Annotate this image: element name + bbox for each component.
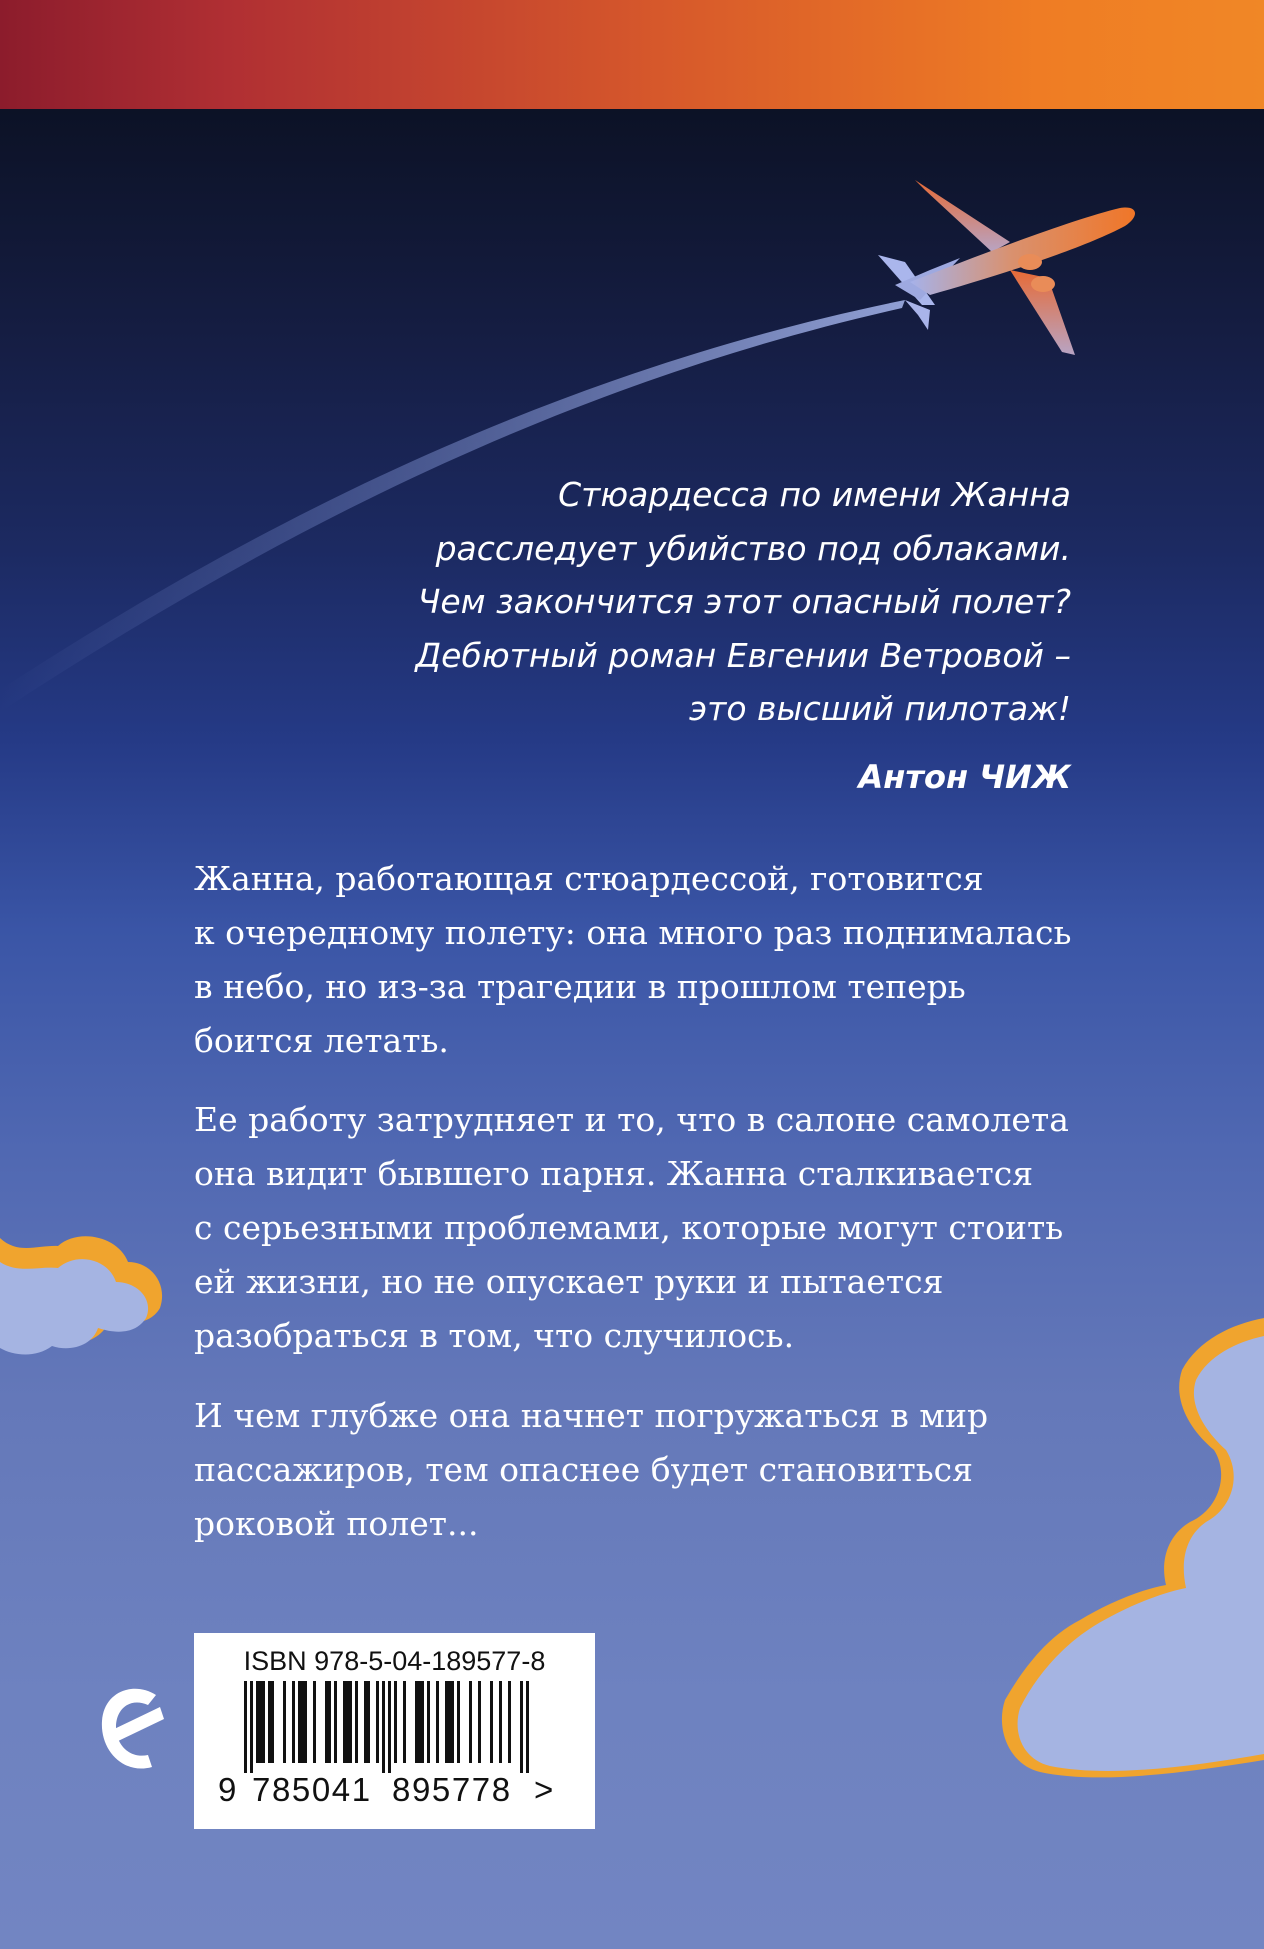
barcode-bar: [244, 1681, 247, 1773]
barcode-bar: [343, 1681, 346, 1763]
barcode-bar: [499, 1681, 502, 1763]
barcode-bars: [244, 1681, 544, 1773]
barcode-bar: [427, 1681, 430, 1763]
barcode-bar: [490, 1681, 493, 1763]
barcode-bar: [292, 1681, 295, 1763]
barcode-bar: [304, 1681, 307, 1763]
barcode-bar: [376, 1681, 379, 1763]
quote-author: Антон ЧИЖ: [858, 758, 1071, 796]
quote-line: это высший пилотаж!: [689, 689, 1071, 728]
barcode-first-digit: 9: [218, 1771, 237, 1808]
barcode-bar: [283, 1681, 286, 1763]
barcode-bar: [262, 1681, 265, 1763]
text-line: к очередному полету: она много раз поднималась: [194, 913, 1072, 952]
barcode-bar: [403, 1681, 406, 1763]
barcode-bar: [478, 1681, 481, 1763]
barcode-bar: [301, 1681, 304, 1763]
barcode-bar: [451, 1681, 454, 1763]
airplane-icon: [878, 180, 1135, 355]
barcode-bar: [520, 1681, 523, 1773]
barcode-bar: [271, 1681, 274, 1763]
barcode-bar: [367, 1681, 370, 1763]
text-line: ей жизни, но не опускает руки и пытается: [194, 1262, 944, 1301]
text-line: в небо, но из-за трагедии в прошлом теперь: [194, 967, 966, 1006]
isbn-number: ISBN 978-5-04-189577-8: [243, 1646, 546, 1676]
barcode-bar: [445, 1681, 448, 1763]
quote-line: расследует убийство под облаками.: [435, 528, 1071, 568]
barcode-bar: [328, 1681, 331, 1763]
quote-line: Стюардесса по имени Жанна: [558, 475, 1071, 514]
barcode-bar: [334, 1681, 337, 1763]
barcode-bar: [250, 1681, 253, 1773]
barcode-bar: [469, 1681, 472, 1763]
barcode-bar: [313, 1681, 316, 1763]
barcode-bar: [421, 1681, 424, 1763]
barcode-bar: [418, 1681, 421, 1763]
barcode-bar: [364, 1681, 367, 1763]
barcode-bar: [298, 1681, 301, 1763]
description-paragraph-3: [194, 1389, 1094, 1551]
barcode-bar: [349, 1681, 352, 1763]
barcode-bar: [457, 1681, 460, 1763]
text-line: боится летать.: [194, 1021, 449, 1060]
barcode-arrow: >: [534, 1771, 554, 1808]
text-line: И чем глубже она начнет погружаться в мир: [194, 1396, 989, 1435]
barcode: [194, 1633, 595, 1829]
barcode-bar: [325, 1681, 328, 1763]
text-line: разобраться в том, что случилось.: [194, 1316, 795, 1355]
quote-line: Чем закончится этот опасный полет?: [417, 582, 1071, 621]
text-line: с серьезными проблемами, которые могут стоить: [194, 1208, 1064, 1247]
barcode-bar: [259, 1681, 262, 1763]
barcode-bar: [268, 1681, 271, 1763]
barcode-bar: [256, 1681, 259, 1763]
barcode-bar: [526, 1681, 529, 1773]
barcode-group-right: 895778: [392, 1771, 512, 1808]
barcode-bar: [382, 1681, 385, 1773]
barcode-bar: [415, 1681, 418, 1763]
text-line: роковой полет...: [194, 1504, 479, 1543]
cloud-left: [0, 1236, 162, 1354]
barcode-bar: [436, 1681, 439, 1763]
publisher-logo-icon: [94, 1675, 168, 1785]
review-quote: [311, 468, 1071, 736]
barcode-bar: [346, 1681, 349, 1763]
barcode-bar: [508, 1681, 511, 1763]
text-line: пассажиров, тем опаснее будет становиться: [194, 1450, 973, 1489]
barcode-bar: [388, 1681, 391, 1773]
barcode-bar: [448, 1681, 451, 1763]
text-line: она видит бывшего парня. Жанна сталкивается: [194, 1154, 1034, 1193]
description-paragraph-1: [194, 852, 1094, 1068]
barcode-bar: [394, 1681, 397, 1763]
quote-line: Дебютный роман Евгении Ветровой –: [415, 635, 1071, 675]
barcode-bar: [355, 1681, 358, 1763]
description-paragraph-2: [194, 1093, 1094, 1363]
text-line: Ее работу затрудняет и то, что в салоне самолета: [194, 1100, 1069, 1139]
barcode-digits: [216, 1771, 586, 1819]
barcode-group-left: 785041: [252, 1771, 372, 1808]
text-line: Жанна, работающая стюардессой, готовится: [194, 859, 984, 898]
